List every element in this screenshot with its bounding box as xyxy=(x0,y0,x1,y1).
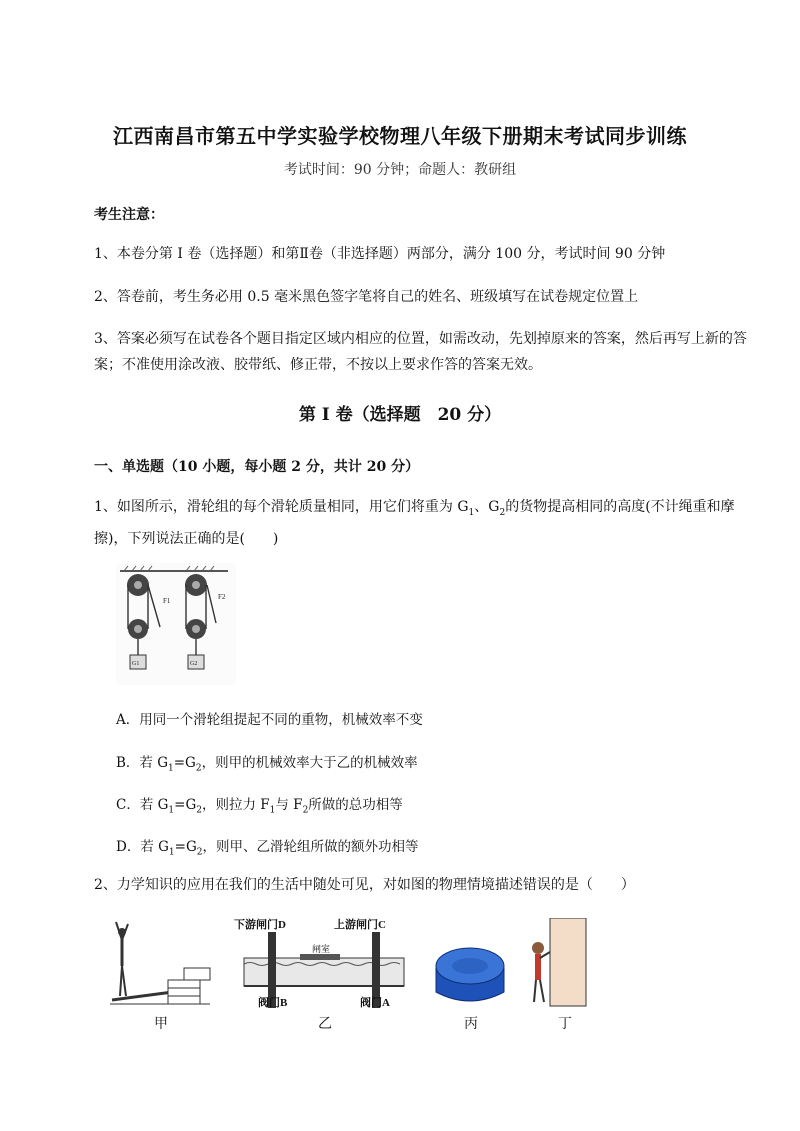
caption-yi: 乙 xyxy=(318,1017,332,1032)
physics-scenes-figure xyxy=(110,918,590,1036)
option-d: D．若 $G_1=G_2$，则甲、乙滑轮组所做的额外功相等 xyxy=(116,839,419,858)
exam-info: 考试时间：90 分钟；命题人：教研组 xyxy=(283,162,517,178)
notice-item-3: 3、答案必须写在试卷各个题目指定区域内相应的位置，如需改动，先划掉原来的答案，然后再写上新的答案；不准使用涂改液、胶带纸、修正带，不按以上要求作答的答案无效。 xyxy=(94,331,747,373)
question-2-stem: 2、力学知识的应用在我们的生活中随处可见，对如图的物理情境描述错误的是（ ） xyxy=(94,877,635,893)
section-title: 第 I 卷（选择题 20 分） xyxy=(298,405,502,425)
option-b: B．若 $G_1=G_2$，则甲的机械效率大于乙的机械效率 xyxy=(116,755,418,774)
wall-push-illustration xyxy=(532,918,586,1006)
question-group-heading: 一、单选题（10 小题，每小题 2 分，共计 20 分） xyxy=(94,459,420,475)
label-valve-a: 阀门A xyxy=(360,997,390,1009)
caption-bing: 丙 xyxy=(464,1017,478,1032)
option-c: C．若 $G_1=G_2$，则拉力 $F_1$与 $F_2$所做的总功相等 xyxy=(116,797,403,816)
label-g2: G2 xyxy=(190,661,198,667)
label-g1: G1 xyxy=(132,661,140,667)
label-f2: F2 xyxy=(218,593,226,601)
caption-jia: 甲 xyxy=(154,1017,168,1032)
notice-item-2: 2、答卷前，考生务必用 0.5 毫米黑色签字笔将自己的姓名、班级填写在试卷规定位置上 xyxy=(94,289,639,305)
option-a: A．用同一个滑轮组提起不同的重物，机械效率不变 xyxy=(116,712,423,728)
pulley-figure xyxy=(116,563,236,685)
bottle-cap-illustration xyxy=(436,948,504,1001)
question-1-stem: 1、如图所示，滑轮组的每个滑轮质量相同，用它们将重为 $G_1$、$G_2$的货物提高相同的高度(不计绳重和摩擦)，下列说法正确的是( ) xyxy=(94,499,735,547)
notice-heading: 考生注意： xyxy=(94,207,164,223)
label-f1: F1 xyxy=(163,597,171,605)
notice-item-1: 1、本卷分第 I 卷（选择题）和第Ⅱ卷（非选择题）两部分，满分 100 分，考试时间 90 分钟 xyxy=(94,246,666,262)
page-title: 江西南昌市第五中学实验学校物理八年级下册期末考试同步训练 xyxy=(113,124,687,148)
label-valve-b: 阀门B xyxy=(258,997,288,1009)
label-chamber: 闸室 xyxy=(312,944,331,954)
label-gate-c: 上游闸门C xyxy=(334,919,386,931)
label-gate-d: 下游闸门D xyxy=(234,919,286,931)
gymnast-illustration xyxy=(110,922,210,1004)
caption-ding: 丁 xyxy=(558,1017,572,1032)
